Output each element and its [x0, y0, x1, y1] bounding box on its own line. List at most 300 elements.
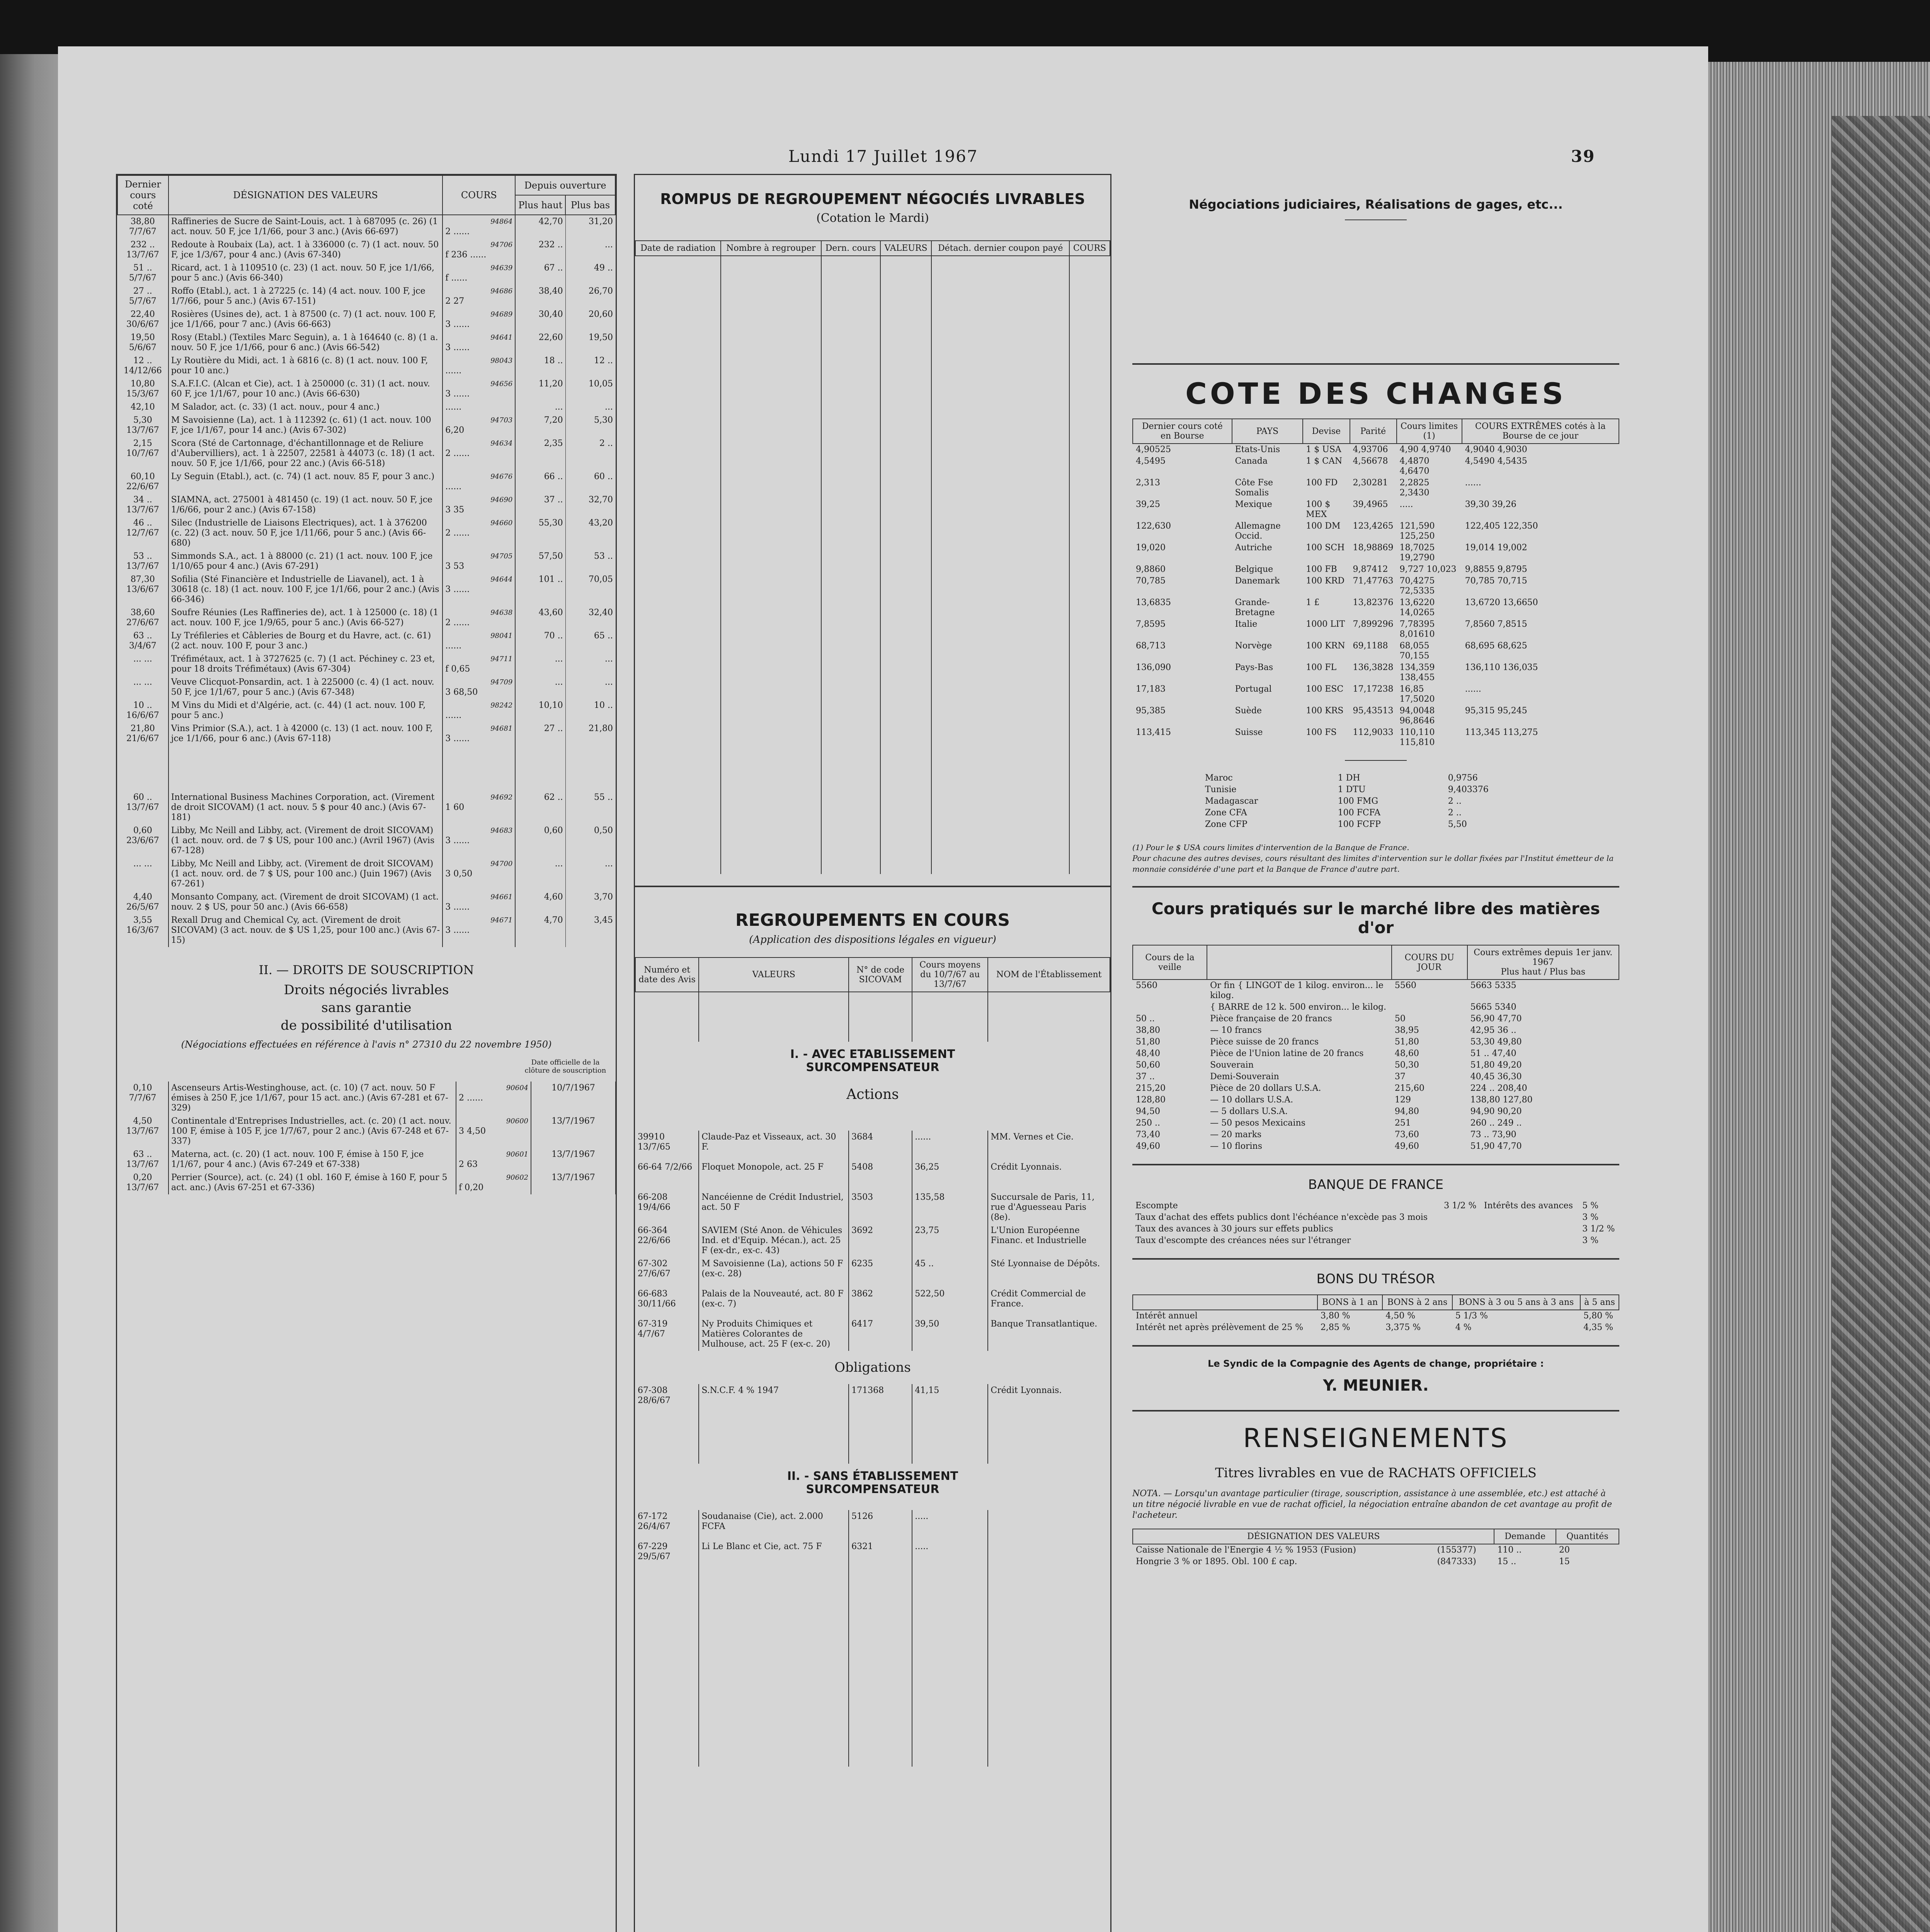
changes-cell: 2,30281 [1353, 478, 1388, 488]
changes-row [1133, 727, 1619, 748]
plus-bas: 12 .. [594, 356, 613, 366]
other-rate-cell: Madagascar [1205, 796, 1258, 806]
plus-haut: 43,60 [515, 606, 565, 629]
regr-avis: 66-64 7/2/66 [638, 1162, 693, 1172]
bons-cell: 3,375 % [1385, 1323, 1421, 1332]
bons-cell: 4 % [1455, 1323, 1472, 1332]
or-cell: 38,95 [1394, 1026, 1419, 1035]
rompus-header: Dern. cours [821, 241, 880, 256]
plus-haut: 0,60 [515, 824, 565, 857]
changes-cell: 4,9040 4,9030 [1465, 445, 1527, 454]
rens-table [1132, 1529, 1619, 1568]
bdf-cell [1481, 1212, 1579, 1223]
last-price: 3,55 16/3/67 [117, 914, 168, 947]
plus-bas: 26,70 [589, 286, 613, 296]
changes-cell: 100 FS [1306, 728, 1337, 737]
bons-cell: 3,80 % [1320, 1311, 1350, 1321]
rens-title: RENSEIGNEMENTS [1243, 1423, 1509, 1454]
or-cell: 51,80 [1136, 1037, 1160, 1047]
bdf-cell: Intérêts des avances [1484, 1201, 1573, 1211]
other-rate-cell: 100 FMG [1338, 796, 1379, 806]
cours-cell [443, 606, 515, 629]
changes-header: PAYS [1232, 419, 1303, 444]
or-row [1133, 1071, 1619, 1083]
sicovam-code: 94681 [490, 724, 513, 733]
last-price: 10 .. 16/6/67 [117, 699, 168, 722]
security-row [117, 722, 615, 745]
droits-sub2: sans garantie [321, 1000, 412, 1015]
plus-haut: 62 .. [515, 791, 565, 824]
changes-cell: 100 FL [1306, 663, 1337, 672]
section-row [635, 1483, 1110, 1510]
regr-valeur: Palais de la Nouveauté, act. 80 F (ex-c. 7) [699, 1287, 849, 1318]
regr-cours: 135,58 [912, 1191, 988, 1224]
security-name [168, 238, 443, 262]
bdf-row [1132, 1200, 1619, 1212]
changes-cell: 70,785 70,715 [1465, 576, 1527, 586]
plus-bas: 60 .. [594, 472, 613, 481]
changes-cell: 2,313 [1136, 478, 1160, 488]
cours-value: 3 ...... [445, 389, 470, 399]
cours-value: 3 ...... [445, 320, 470, 329]
security-name [168, 699, 443, 722]
changes-cell: Mexique [1235, 500, 1272, 509]
security-row [117, 378, 615, 401]
changes-row [1133, 684, 1619, 705]
cours-cell [443, 699, 515, 722]
plus-bas: 0,50 [594, 826, 613, 835]
changes-header: Devise [1303, 419, 1350, 444]
changes-cell: 134,359 138,455 [1399, 663, 1435, 682]
changes-cell: 68,055 70,155 [1399, 641, 1430, 661]
last-price: 63 .. 3/4/67 [117, 629, 168, 653]
changes-cell: 4,5490 4,5435 [1465, 456, 1527, 466]
security-row [117, 1115, 616, 1148]
security-row [117, 606, 615, 629]
sicovam-code: 94676 [490, 473, 513, 481]
cours-value: 3 ...... [445, 836, 470, 845]
cours-cell [456, 1082, 531, 1115]
security-name [168, 401, 443, 414]
plus-bas: 49 .. [594, 263, 613, 273]
other-rate-cell: 1 DH [1338, 773, 1360, 783]
last-price: 10,80 15/3/67 [117, 378, 168, 401]
bons-cell: 4,50 % [1385, 1311, 1416, 1321]
cours-cell [456, 1115, 531, 1148]
bons-cell: Intérêt net après prélèvement de 25 % [1136, 1323, 1304, 1332]
changes-rows [1133, 444, 1619, 748]
regr-avis: 66-683 30/11/66 [638, 1289, 676, 1309]
changes-cell: Etats-Unis [1235, 445, 1280, 454]
security-label: Monsanto Company, act. (Virement de droit SICOVAM) (1 act. nouv. 2 $ US, pour 50 anc.) (Avis 66-658) [171, 892, 439, 912]
last-price: 53 .. 13/7/67 [117, 550, 168, 573]
security-label: Rexall Drug and Chemical Cy, act. (Virement de droit SICOVAM) (3 act. nouv. de $ US 1,25, pour 100 anc.) (Avis 67-15) [171, 915, 440, 945]
changes-row [1133, 499, 1619, 520]
last-price: 60 .. 13/7/67 [117, 791, 168, 824]
or-row [1133, 980, 1619, 1002]
right-column [1132, 174, 1619, 1932]
plus-haut: 18 .. [515, 354, 565, 378]
other-rate-cell: Zone CFP [1205, 820, 1248, 829]
sicovam-code: 98242 [490, 701, 513, 709]
plus-haut: ... [515, 653, 565, 676]
regr-code: 3862 [849, 1287, 912, 1318]
plus-haut: 55,30 [515, 517, 565, 550]
last-price: 63 .. 13/7/67 [117, 1148, 168, 1171]
changes-cell: 70,785 [1136, 576, 1166, 586]
cours-cell [456, 1171, 531, 1194]
regr-valeur: Floquet Monopole, act. 25 F [699, 1161, 849, 1191]
or-cell: 73,40 [1136, 1130, 1160, 1139]
regr-etab: Crédit Lyonnais. [988, 1161, 1110, 1191]
regr-row [635, 1224, 1110, 1257]
regr-code: 6417 [849, 1318, 912, 1351]
security-name [168, 676, 443, 699]
or-cell: 48,60 [1394, 1049, 1419, 1058]
regr-avis: 67-319 4/7/67 [638, 1319, 668, 1339]
cours-cell [443, 238, 515, 262]
plus-bas: 19,50 [589, 333, 613, 342]
changes-cell: 100 KRN [1306, 641, 1345, 651]
or-rows [1133, 980, 1619, 1152]
cours-value: ...... [445, 641, 462, 651]
or-cell: Demi-Souverain [1210, 1072, 1279, 1082]
changes-cell: 136,090 [1136, 663, 1171, 672]
regr-code: 3692 [849, 1224, 912, 1257]
or-cell: — 50 pesos Mexicains [1210, 1118, 1305, 1128]
security-row [117, 891, 615, 914]
or-row [1133, 1013, 1619, 1025]
rompus-header: COURS [1069, 241, 1110, 256]
or-cell: — 10 dollars U.S.A. [1210, 1095, 1293, 1105]
bdf-cell [1481, 1235, 1579, 1247]
cours-value: 3 ...... [445, 343, 470, 352]
security-row [117, 550, 615, 573]
security-label: Raffineries de Sucre de Saint-Louis, act. 1 à 687095 (c. 26) (1 act. nouv. 50 F, jce 1/1/66, pour 3 anc.) (Avis 66-697) [171, 217, 438, 236]
changes-cell: 13,6835 [1136, 598, 1171, 607]
cours-value: ...... [445, 711, 462, 720]
or-cell: 51,80 49,20 [1470, 1060, 1522, 1070]
or-table [1132, 945, 1619, 1152]
cours-cell [443, 550, 515, 573]
changes-cell: 4,90525 [1136, 445, 1171, 454]
security-label: Veuve Clicquot-Ponsardin, act. 1 à 225000 (c. 4) (1 act. nouv. 50 F, jce 1/1/67, pour 5 anc.) (Avis 67-348) [171, 677, 434, 697]
cours-cell [443, 401, 515, 414]
changes-cell: 4,5495 [1136, 456, 1166, 466]
rompus-header: VALEURS [880, 241, 931, 256]
changes-cell: 9,727 10,023 [1399, 565, 1457, 574]
changes-cell: 122,630 [1136, 521, 1171, 531]
rompus-header: Nombre à regrouper [721, 241, 821, 256]
closing-date: 13/7/1967 [531, 1148, 616, 1171]
changes-row [1133, 477, 1619, 499]
regr-avis: 67-302 27/6/67 [638, 1259, 671, 1279]
or-cell: — 10 florins [1210, 1141, 1263, 1151]
cours-cell [443, 517, 515, 550]
rens-cell: 110 .. [1497, 1545, 1522, 1555]
or-cell: 49,60 [1136, 1141, 1160, 1151]
regr-header: Cours moyens du 10/7/67 au 13/7/67 [912, 957, 988, 992]
changes-cell: 113,345 113,275 [1465, 728, 1538, 737]
regr-valeur: M Savoisienne (La), actions 50 F (ex-c. 28) [699, 1257, 849, 1287]
security-name [168, 1115, 456, 1148]
changes-cell: 122,405 122,350 [1465, 521, 1538, 531]
or-cell: — 10 francs [1210, 1026, 1262, 1035]
changes-cell: 123,4265 [1353, 521, 1394, 531]
security-label: Scora (Sté de Cartonnage, d'échantillonnage et de Reliure d'Aubervilliers), act. 1 à 22507, 22581 à 44073 (c. 18) (1 act. nouv. 50 F, jce 1/1/66, pour 22 anc.) (Avis 66-518) [171, 439, 435, 468]
plus-bas: ... [605, 859, 613, 869]
section-label: II. - SANS ÉTABLISSEMENT [787, 1469, 958, 1483]
plus-haut: 10,10 [515, 699, 565, 722]
security-label: Redoute à Roubaix (La), act. 1 à 336000 (c. 7) (1 act. nouv. 50 F, jce 1/3/67, pour 4 anc.) (Avis 67-340) [171, 240, 439, 260]
changes-header: Cours limites (1) [1397, 419, 1462, 444]
plus-haut: 57,50 [515, 550, 565, 573]
cours-value: 2 ...... [445, 449, 470, 458]
changes-table [1132, 418, 1619, 748]
or-cell: Pièce française de 20 francs [1210, 1014, 1332, 1024]
security-name [168, 1148, 456, 1171]
last-price: 27 .. 5/7/67 [117, 285, 168, 308]
cours-cell [443, 308, 515, 331]
plus-haut: 27 .. [515, 722, 565, 745]
other-rates [1202, 772, 1550, 830]
security-name [168, 891, 443, 914]
plus-haut: ... [515, 401, 565, 414]
plus-bas: ... [605, 654, 613, 664]
changes-cell: 19,014 19,002 [1465, 543, 1527, 553]
regr-row [635, 1318, 1110, 1351]
bdf-cell: 3 1/2 % [1444, 1201, 1477, 1211]
regr-row [635, 1191, 1110, 1224]
regr-cours: 41,15 [912, 1384, 988, 1414]
bons-cell: Intérêt annuel [1136, 1311, 1198, 1321]
or-cell: 128,80 [1136, 1095, 1166, 1105]
or-row [1133, 1025, 1619, 1036]
rens-note: NOTA. — Lorsqu'un avantage particulier (tirage, souscription, assistance à une assemblée, etc.) est attaché à un titre négocié livrable en vue de rachat officiel, la négociation entraîne abandon de cet avantage au profit de l'acheteur. [1132, 1489, 1612, 1520]
changes-cell: Italie [1235, 619, 1258, 629]
rompus-sub: (Cotation le Mardi) [816, 211, 929, 225]
security-row [117, 573, 615, 606]
regr-valeur: Nancéienne de Crédit Industriel, act. 50 F [699, 1191, 849, 1224]
security-row [117, 437, 615, 470]
changes-header: COURS EXTRÊMES cotés à la Bourse de ce jour [1462, 419, 1619, 444]
changes-cell: 68,695 68,625 [1465, 641, 1527, 651]
bons-header: à 5 ans [1580, 1295, 1619, 1310]
regr-etab: L'Union Européenne Financ. et Industrielle [988, 1224, 1110, 1257]
changes-cell: 68,713 [1136, 641, 1166, 651]
changes-cell: 39,4965 [1353, 500, 1388, 509]
cours-cell [443, 653, 515, 676]
or-cell: 50 .. [1136, 1014, 1155, 1024]
changes-cell: 19,020 [1136, 543, 1166, 553]
plus-bas: ... [605, 677, 613, 687]
cours-value: f 0,65 [445, 664, 470, 674]
changes-cell: ...... [1465, 684, 1481, 694]
or-cell: 51,80 [1394, 1037, 1419, 1047]
changes-cell: Suède [1235, 706, 1262, 716]
other-rate-cell: 2 .. [1448, 808, 1462, 818]
security-label: Ly Seguin (Etabl.), act. (c. 74) (1 act. nouv. 85 F, pour 3 anc.) [171, 472, 435, 481]
changes-cell: Allemagne Occid. [1235, 521, 1281, 541]
rens-cell: 20 [1559, 1545, 1570, 1555]
changes-cell: 110,110 115,810 [1399, 728, 1435, 747]
cours-value: 2 63 [459, 1160, 478, 1169]
or-row [1133, 1083, 1619, 1094]
security-row [117, 857, 615, 891]
left-column [116, 174, 617, 1932]
changes-cell: 71,47763 [1353, 576, 1394, 586]
security-name [168, 629, 443, 653]
sicovam-code: 94660 [490, 519, 513, 527]
or-cell: 37 [1394, 1072, 1406, 1082]
regr-rows [635, 992, 1110, 1767]
plus-bas: ... [605, 240, 613, 250]
other-rate-row [1202, 772, 1550, 784]
security-row [117, 354, 615, 378]
sicovam-code: 94634 [490, 439, 513, 447]
changes-cell: 2,2825 2,3430 [1399, 478, 1430, 498]
cours-value: 3 ...... [445, 925, 470, 935]
or-cell: 73 .. 73,90 [1470, 1130, 1516, 1139]
security-row [117, 653, 615, 676]
plus-bas: 10 .. [594, 701, 613, 710]
security-label: M Salador, act. (c. 33) (1 act. nouv., pour 4 anc.) [171, 402, 380, 412]
security-row [117, 517, 615, 550]
binding-spine [1832, 116, 1930, 1932]
changes-cell: 100 SCH [1306, 543, 1345, 553]
regr-code: 3503 [849, 1191, 912, 1224]
last-price: 51 .. 5/7/67 [117, 262, 168, 285]
closing-date: 10/7/1967 [531, 1082, 616, 1115]
changes-cell: 7,8595 [1136, 619, 1166, 629]
other-rate-cell: Zone CFA [1205, 808, 1247, 818]
security-label: Roffo (Etabl.), act. 1 à 27225 (c. 14) (4 act. nouv. 100 F, jce 1/7/66, pour 5 anc.) (Avis 67-151) [171, 286, 425, 306]
changes-row [1133, 705, 1619, 727]
sicovam-code: 94709 [490, 678, 513, 686]
changes-cell: 17,17238 [1353, 684, 1394, 694]
cours-value: f 0,20 [459, 1183, 484, 1192]
plus-haut: 67 .. [515, 262, 565, 285]
plus-bas: 21,80 [589, 724, 613, 733]
section-row [635, 1351, 1110, 1384]
bons-cell: 5 1/3 % [1455, 1311, 1488, 1321]
changes-row [1133, 564, 1619, 575]
regr-cours: ..... [912, 1510, 988, 1540]
regr-valeur: SAVIEM (Sté Anon. de Véhicules Ind. et d'Equip. Mécan.), act. 25 F (ex-dr., ex-c. 43) [699, 1224, 849, 1257]
bons-title: BONS DU TRÉSOR [1316, 1271, 1435, 1287]
security-label: Continentale d'Entreprises Industrielles, act. (c. 20) (1 act. nouv. 100 F, émise à 105 F, jce 1/7/67, pour 2 anc.) (Avis 67-248 et 67-337) [171, 1116, 451, 1146]
sicovam-code: 94706 [490, 241, 513, 249]
other-rate-cell: 0,9756 [1448, 773, 1478, 783]
cours-cell [443, 573, 515, 606]
security-label: Ly Routière du Midi, act. 1 à 6816 (c. 8) (1 act. nouv. 100 F, pour 10 anc.) [171, 356, 428, 376]
or-cell: 50,60 [1136, 1060, 1160, 1070]
bdf-cell: Taux des avances à 30 jours sur effets publics [1135, 1224, 1333, 1234]
securities-rows [117, 215, 615, 947]
security-label: M Savoisienne (La), act. 1 à 112392 (c. 61) (1 act. nouv. 100 F, jce 1/1/67, pour 14 anc.) (Avis 67-302) [171, 415, 431, 435]
security-name [168, 857, 443, 891]
or-cell: 94,50 [1136, 1107, 1160, 1116]
regr-cours: 39,50 [912, 1318, 988, 1351]
plus-haut: ... [515, 676, 565, 699]
section-label: SURCOMPENSATEUR [806, 1483, 939, 1496]
security-name [168, 606, 443, 629]
cours-value: 2 ...... [445, 618, 470, 628]
regr-cours: 522,50 [912, 1287, 988, 1318]
changes-row [1133, 444, 1619, 456]
security-row [117, 791, 615, 824]
security-label: Rosy (Etabl.) (Textiles Marc Seguin), a. 1 à 164640 (c. 8) (1 a. nouv. 50 F, jce 1/1/66, pour 6 anc.) (Avis 66-542) [171, 333, 438, 352]
plus-bas: 31,20 [589, 217, 613, 226]
plus-bas: 3,45 [594, 915, 613, 925]
rompus-title: ROMPUS DE REGROUPEMENT NÉGOCIÉS LIVRABLES [660, 190, 1085, 207]
bdf-cell: Taux d'achat des effets publics dont l'échéance n'excède pas 3 mois [1135, 1213, 1428, 1222]
regr-cours: 45 .. [912, 1257, 988, 1287]
neg-title: Négociations judiciaires, Réalisations de gages, etc... [1189, 197, 1563, 212]
last-price: 34 .. 13/7/67 [117, 493, 168, 517]
cours-value: ...... [445, 366, 462, 376]
or-cell: 5663 5335 [1470, 981, 1516, 990]
spacer-row [117, 745, 615, 791]
changes-cell: Danemark [1235, 576, 1280, 586]
regr-etab [988, 1540, 1110, 1570]
changes-cell: Belgique [1235, 565, 1273, 574]
other-rate-row [1202, 784, 1550, 796]
section-row [635, 1042, 1110, 1061]
security-name [168, 517, 443, 550]
last-price: 5,30 13/7/67 [117, 414, 168, 437]
section-label: Actions [846, 1087, 899, 1102]
security-row [117, 1082, 616, 1115]
regr-sub: (Application des dispositions légales en vigueur) [749, 934, 996, 946]
changes-cell: 9,8860 [1136, 565, 1166, 574]
closing-date: 13/7/1967 [531, 1171, 616, 1194]
regr-header: Numéro et date des Avis [635, 957, 699, 992]
changes-row [1133, 662, 1619, 684]
other-rate-cell: 100 FCFP [1338, 820, 1381, 829]
cours-cell [443, 722, 515, 745]
or-cell [1133, 1002, 1207, 1013]
sicovam-code: 90601 [506, 1150, 528, 1158]
security-name [168, 262, 443, 285]
security-label: Silec (Industrielle de Liaisons Electriques), act. 1 à 376200 (c. 22) (3 act. nouv. 50 F, jce 1/11/66, pour 5 anc.) (Avis 66-680) [171, 518, 427, 548]
bdf-row [1132, 1235, 1619, 1247]
header-cours: COURS [443, 175, 515, 215]
bdf-cell: 3 % [1582, 1236, 1599, 1245]
cours-value: 3 ...... [445, 734, 470, 743]
other-rate-cell: 1 DTU [1338, 785, 1366, 794]
or-cell: Pièce de 20 dollars U.S.A. [1210, 1083, 1321, 1093]
security-label: Libby, Mc Neill and Libby, act. (Virement de droit SICOVAM) (1 act. nouv. ord. de 7 $ US, pour 100 anc.) (Avril 1967) (Avis 67-128) [171, 826, 435, 855]
other-rate-row [1202, 819, 1550, 830]
page-number: 39 [1571, 147, 1595, 166]
or-cell: 50,30 [1394, 1060, 1419, 1070]
sicovam-code: 94661 [490, 893, 513, 901]
cours-cell [443, 437, 515, 470]
rompus-header: Date de radiation [635, 241, 721, 256]
changes-cell: 95,315 95,245 [1465, 706, 1527, 716]
bons-row [1133, 1322, 1619, 1333]
sicovam-code: 94644 [490, 575, 513, 583]
changes-cell: 100 ESC [1306, 684, 1344, 694]
cours-cell [443, 891, 515, 914]
regr-row [635, 1510, 1110, 1540]
cours-cell [443, 791, 515, 824]
bons-cell: 5,80 % [1583, 1311, 1613, 1321]
cours-cell [443, 914, 515, 947]
regr-etab [988, 1510, 1110, 1540]
security-row [117, 262, 615, 285]
